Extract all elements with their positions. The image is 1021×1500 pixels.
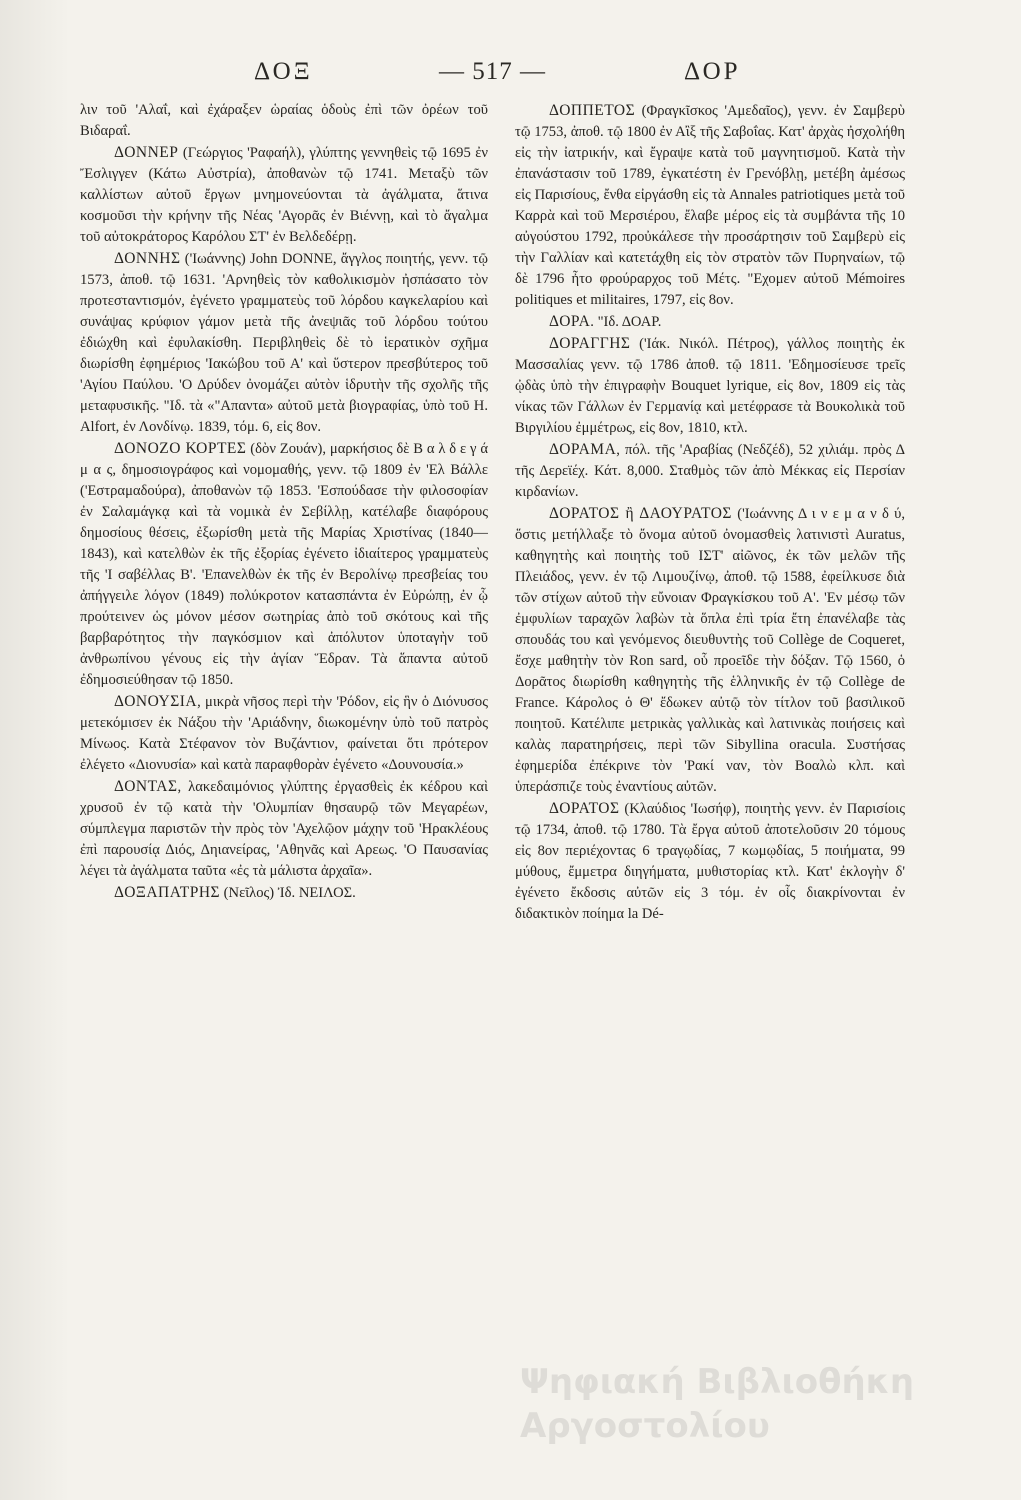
- entry-continuation: [80, 100, 488, 142]
- entry-headword: ΔΟΡΑΤΟΣ: [549, 800, 620, 817]
- entry-headword: ΔΟΞΑΠΑΤΡΗΣ: [114, 884, 221, 901]
- entry-text: λιν τοῦ 'Αλαΐ, καὶ ἐχάραξεν ὡραίας ὁδοὺς ἐπὶ τῶν ὀρέων τοῦ Βιδαραΐ.: [80, 102, 488, 139]
- entry-donozo-kortes: [80, 438, 488, 691]
- entry-text: (Γεώργιος 'Ραφαήλ), γλύπτης γεννηθεὶς τῷ 1695 ἐν Ἔσλιγγεν (Κάτω Αὐστρία), ἀποθανὼν τῷ 1741. Μεταξὺ τῶν καλλίστων αὐτοῦ ἔργων μνημονεύονται τὰ ἀγάλματα, ἅτινα κοσμοῦσι τὴν κρήνην τῆς Νέας 'Αγορᾶς ἐν Βιέννῃ, καὶ τὸ ἄγαλμα τοῦ αὐτοκράτορος Καρόλου ΣΤ' ἐν Βελδεδέρῃ.: [80, 145, 488, 245]
- entry-headword: ΔΟΝΟΖΟ ΚΟΡΤΕΣ: [114, 440, 247, 457]
- entry-headword: ΔΟΝΝΗΣ: [114, 250, 181, 267]
- entry-text: . "Ιδ. ΔΟΑΡ.: [590, 314, 662, 330]
- entry-text: ('Ιάκ. Νικόλ. Πέτρος), γάλλος ποιητὴς ἐκ Μασσαλίας γενν. τῷ 1786 ἀποθ. τῷ 1811. 'Εδημοσίευσε τρεῖς ᾠδὰς ὑπὸ τὴν ἐπιγραφὴν Bouquet lyrique, εἰς 8ον, 1809 εἰς τὰς νίκας τῶν Γάλλων ἐν Γερμανίᾳ καὶ μετέφρασε τὰ Βουκολικὰ τοῦ Βιργιλίου ἐμμέτρως, εἰς 8ον, 1810, κτλ.: [515, 336, 905, 436]
- entry-headword: ΔΟΡΑΜΑ: [549, 441, 617, 458]
- entry-dorama: [515, 439, 905, 503]
- entry-doppetos: [515, 100, 905, 311]
- entry-text: , πόλ. τῆς 'Αραβίας (Νεδζέδ), 52 χιλιάμ. πρὸς Δ τῆς Δερεϊέχ. Κάτ. 8,000. Σταθμὸς τῶν ἀπὸ Μέκκας εἰς Περσίαν κιρδανίων.: [515, 442, 905, 500]
- entry-text: ('Ιωάννης Δ ι ν ε μ α ν δ ύ, ὅστις μετήλλαξε τὸ ὄνομα αὐτοῦ ὀνομασθεὶς λατινιστὶ Auratus, καθηγητὴς καὶ ποιητὴς τοῦ ΙΣΤ' αἰῶνος, ἐκ τῶν μελῶν τῆς Πλειάδος, γενν. ἐν τῷ Λιμουζίνῳ, ἀποθ. τῷ 1588, ἐφείλκυσε διὰ τῶν στίχων αὐτοῦ τὴν εὔνοιαν Φραγκίσκου τοῦ Α'. 'Εν μέσῳ τῶν ἐμφυλίων ταραχῶν λαβὼν τὰ ὅπλα ἐπὶ τρία ἔτη ἐπανέλαβε τὰς σπουδάς του καὶ γενόμενος διευθυντὴς τοῦ Collège de Coqueret, ἔσχε μαθητὴν τὸν Ron sard, οὗ προεῖδε τὴν δόξαν. Τῷ 1560, ὁ Δορᾶτος διωρίσθη καθηγητὴς τῆς ἑλληνικῆς ἐν τῷ Collège de France. Κάρολος ὁ Θ' ἔδωκεν αὐτῷ τὸν τίτλον τοῦ βασιλικοῦ ποιητοῦ. Κατέλιπε μετρικὰς γαλλικὰς καὶ λατινικὰς ποιήσεις καὶ καλὰς παρατηρήσεις, περὶ τῶν Sibyllina oracula. Συστήσας ἐφημερίδα ἐπέκρινε τὸν 'Ρακί ναν, τὸν Βοαλὼ κλπ. καὶ ὑπεράσπιζε τοὺς ἐναντίους αὐτῶν.: [515, 506, 905, 795]
- entry-doxapatris: [80, 882, 488, 904]
- entry-donner: [80, 142, 488, 248]
- entry-text: , λακεδαιμόνιος γλύπτης ἐργασθεὶς ἐκ κέδρου καὶ χρυσοῦ ἐν τῷ κατὰ τὴν 'Ολυμπίαν θησαυρῷ τῶν Μεγαρέων, σύμπλεγμα παριστῶν τὴν πρὸς τὸν 'Αχελῷον μάχην τοῦ 'Ηρακλέους ἐπὶ παρουσίᾳ Διός, Δηιανείρας, 'Αθηνᾶς καὶ Αρεως. 'Ο Παυσανίας λέγει τὰ ἀγάλματα ταῦτα «ἐς τὰ μάλιστα ἀρχαῖα».: [80, 779, 488, 879]
- left-column: [80, 100, 488, 1480]
- entry-headword: ΔΟΡΑΤΟΣ ἢ ΔΑΟΥΡΑΤΟΣ: [549, 505, 732, 522]
- entry-donousia: [80, 691, 488, 776]
- page-gutter-shadow: [0, 0, 70, 1500]
- header-left-guide-word: ΔΟΞ: [254, 58, 313, 85]
- page-number: — 517 —: [439, 58, 546, 85]
- entry-text: ('Ιωάννης) John DONNE, ἄγγλος ποιητής, γενν. τῷ 1573, ἀποθ. τῷ 1631. 'Αρνηθεὶς τὸν καθολικισμὸν ἠσπάσατο τὸν προτεσταντισμόν, ἐγένετο γραμματεὺς τοῦ λόρδου καγκελαρίου καὶ συνάψας κρύφιον γάμον μετὰ τῆς ἀνεψιᾶς τοῦ λόρδου τούτου ἐδιώχθη καὶ ἐφυλακίσθη. Περιβληθεὶς δὲ τὸ ἱερατικὸν σχῆμα διωρίσθη ἐφημέριος 'Ιακώβου τοῦ Α' καὶ ὕστερον πρεσβύτερος τοῦ 'Αγίου Παύλου. 'Ο Δρύδεν ὀνομάζει αὐτὸν ἱδρυτὴν τῆς σχολῆς τῆς μεταφυσικῆς. "Ιδ. τὰ «"Απαντα» αὐτοῦ μετὰ βιογραφίας, ὑπὸ τοῦ H. Alfort, ἐν Λονδίνῳ. 1839, τόμ. 6, εἰς 8ον.: [80, 251, 488, 435]
- entry-text: (Φραγκῖσκος 'Αμεδαῖος), γενν. ἐν Σαμβερὺ τῷ 1753, ἀποθ. τῷ 1800 ἐν Αἲξ τῆς Σαβοΐας. Κατ' ἀρχὰς ἠσχολήθη εἰς τὴν ἰατρικήν, καὶ ἔγραψε κατὰ τοῦ μαγνητισμοῦ. Κατὰ τὴν ἐπανάστασιν τοῦ 1789, ἐγκατέστη ἐν Γρενόβλῃ, μετέβη ἀμέσως εἰς Παρισίους, ἔνθα εἰργάσθη εἰς τὰ Annales patriotiques μετὰ τοῦ Καρρὰ καὶ τοῦ Μερσιέρου, ἔλαβε μέρος εἰς τὰ συμβάντα τῆς 10 αὐγούστου 1792, προὐκάλεσε τὴν προσάρτησιν τοῦ Σαμβερὺ εἰς τὴν Γαλλίαν καὶ κατετάχθη εἰς τὸν στρατὸν τῶν Πυρηναίων, τῷ δὲ 1796 ἦτο φρούραρχος τοῦ Μέτς. "Εχομεν αὐτοῦ Mémoires politiques et militaires, 1797, εἰς 8ον.: [515, 103, 905, 308]
- entry-headword: ΔΟΝΟΥΣΙΑ: [114, 693, 198, 710]
- entry-text: , μικρὰ νῆσος περὶ τὴν 'Ρόδον, εἰς ἣν ὁ Διόνυσος μετεκόμισεν ἐκ Νάξου τὴν 'Αριάδνην, διωκομένην ὑπὸ τοῦ πατρὸς Μίνωος. Κατὰ Στέφανον τὸν Βυζάντιον, φαίνεται ὅτι πρότερον ἐλέγετο «Διονυσία» καὶ κατὰ παραφθορὰν ἐγένετο «Δουνουσία.»: [80, 694, 488, 773]
- entry-headword: ΔΟΝΤΑΣ: [114, 778, 178, 795]
- entry-dontas: [80, 776, 488, 882]
- header-right-guide-word: ΔΟΡ: [684, 58, 741, 85]
- entry-headword: ΔΟΠΠΕΤΟΣ: [549, 102, 636, 119]
- entry-text: (Κλαύδιος 'Ιωσήφ), ποιητὴς γενν. ἐν Παρισίοις τῷ 1734, ἀποθ. τῷ 1780. Τὰ ἔργα αὐτοῦ ἀποτελοῦσιν 20 τόμους εἰς 8ον περιέχοντας 6 τραγῳδίας, 7 κωμῳδίας, 5 ποιήματα, 99 μύθους, ἔμμετρα διηγήματα, μυθιστορίας κτλ. Κατ' ἐκλογὴν δ' ἐγένετο ἔκδοσις αὐτῶν εἰς 3 τόμ. ἐν οἷς διακρίνονται ἐν διδακτικὸν ποίημα la Dé-: [515, 801, 905, 922]
- entry-doraggis: [515, 333, 905, 439]
- right-column: [515, 100, 905, 1480]
- library-watermark: Ψηφιακή Βιβλιοθήκη Αργοστολίου: [520, 1362, 915, 1446]
- entry-dora: [515, 311, 905, 333]
- entry-headword: ΔΟΝΝΕΡ: [114, 144, 179, 161]
- entry-doratos-klavdios: [515, 798, 905, 925]
- page-header: [84, 58, 944, 94]
- entry-text: (δὸν Ζουάν), μαρκήσιος δὲ Β α λ δ ε γ ά μ α ς, δημοσιογράφος καὶ νομομαθής, γενν. τῷ 1809 ἐν 'Ελ Βάλλε ('Εστραμαδούρα), ἀποθανὼν τῷ 1853. 'Εσπούδασε τὴν φιλοσοφίαν ἐν Σαλαμάγκᾳ καὶ τὰ νομικὰ ἐν Σεβίλλῃ, κατέλαβε διαφόρους δημοσίους θέσεις, ἐξωρίσθη μετὰ τῆς Μαρίας Χριστίνας (1840—1843), καὶ κατελθὼν ἐκ τῆς ἐξορίας ἐγένετο ἰδιαίτερος γραμματεὺς τῆς 'Ι σαβέλλας Β'. 'Επανελθὼν ἐκ τῆς ἐν Βερολίνῳ πρεσβείας του ἀπήγγειλε λόγον (1849) πολύκροτον κατασπάντα ἐν Εὐρώπῃ, ἐν ᾧ προύτεινεν ὡς μόνον μέσον σωτηρίας ἀπὸ τοῦ σκότους καὶ τῆς βαρβαρότητος τὴν παγκόσμιον καὶ ἀπόλυτον ὑποταγὴν τοῦ ἀνθρωπίνου γένους εἰς τὴν ἁγίαν Ἕδραν. Τὰ ἅπαντα αὐτοῦ ἐδημοσιεύθησαν τῷ 1850.: [80, 441, 488, 688]
- entry-headword: ΔΟΡΑ: [549, 313, 591, 330]
- entry-doratos-daouratos: [515, 503, 905, 798]
- entry-headword: ΔΟΡΑΓΓΗΣ: [549, 335, 631, 352]
- entry-donnes: [80, 248, 488, 438]
- entry-text: (Νεῖλος) Ἰδ. ΝΕΙΛΟΣ.: [220, 885, 356, 901]
